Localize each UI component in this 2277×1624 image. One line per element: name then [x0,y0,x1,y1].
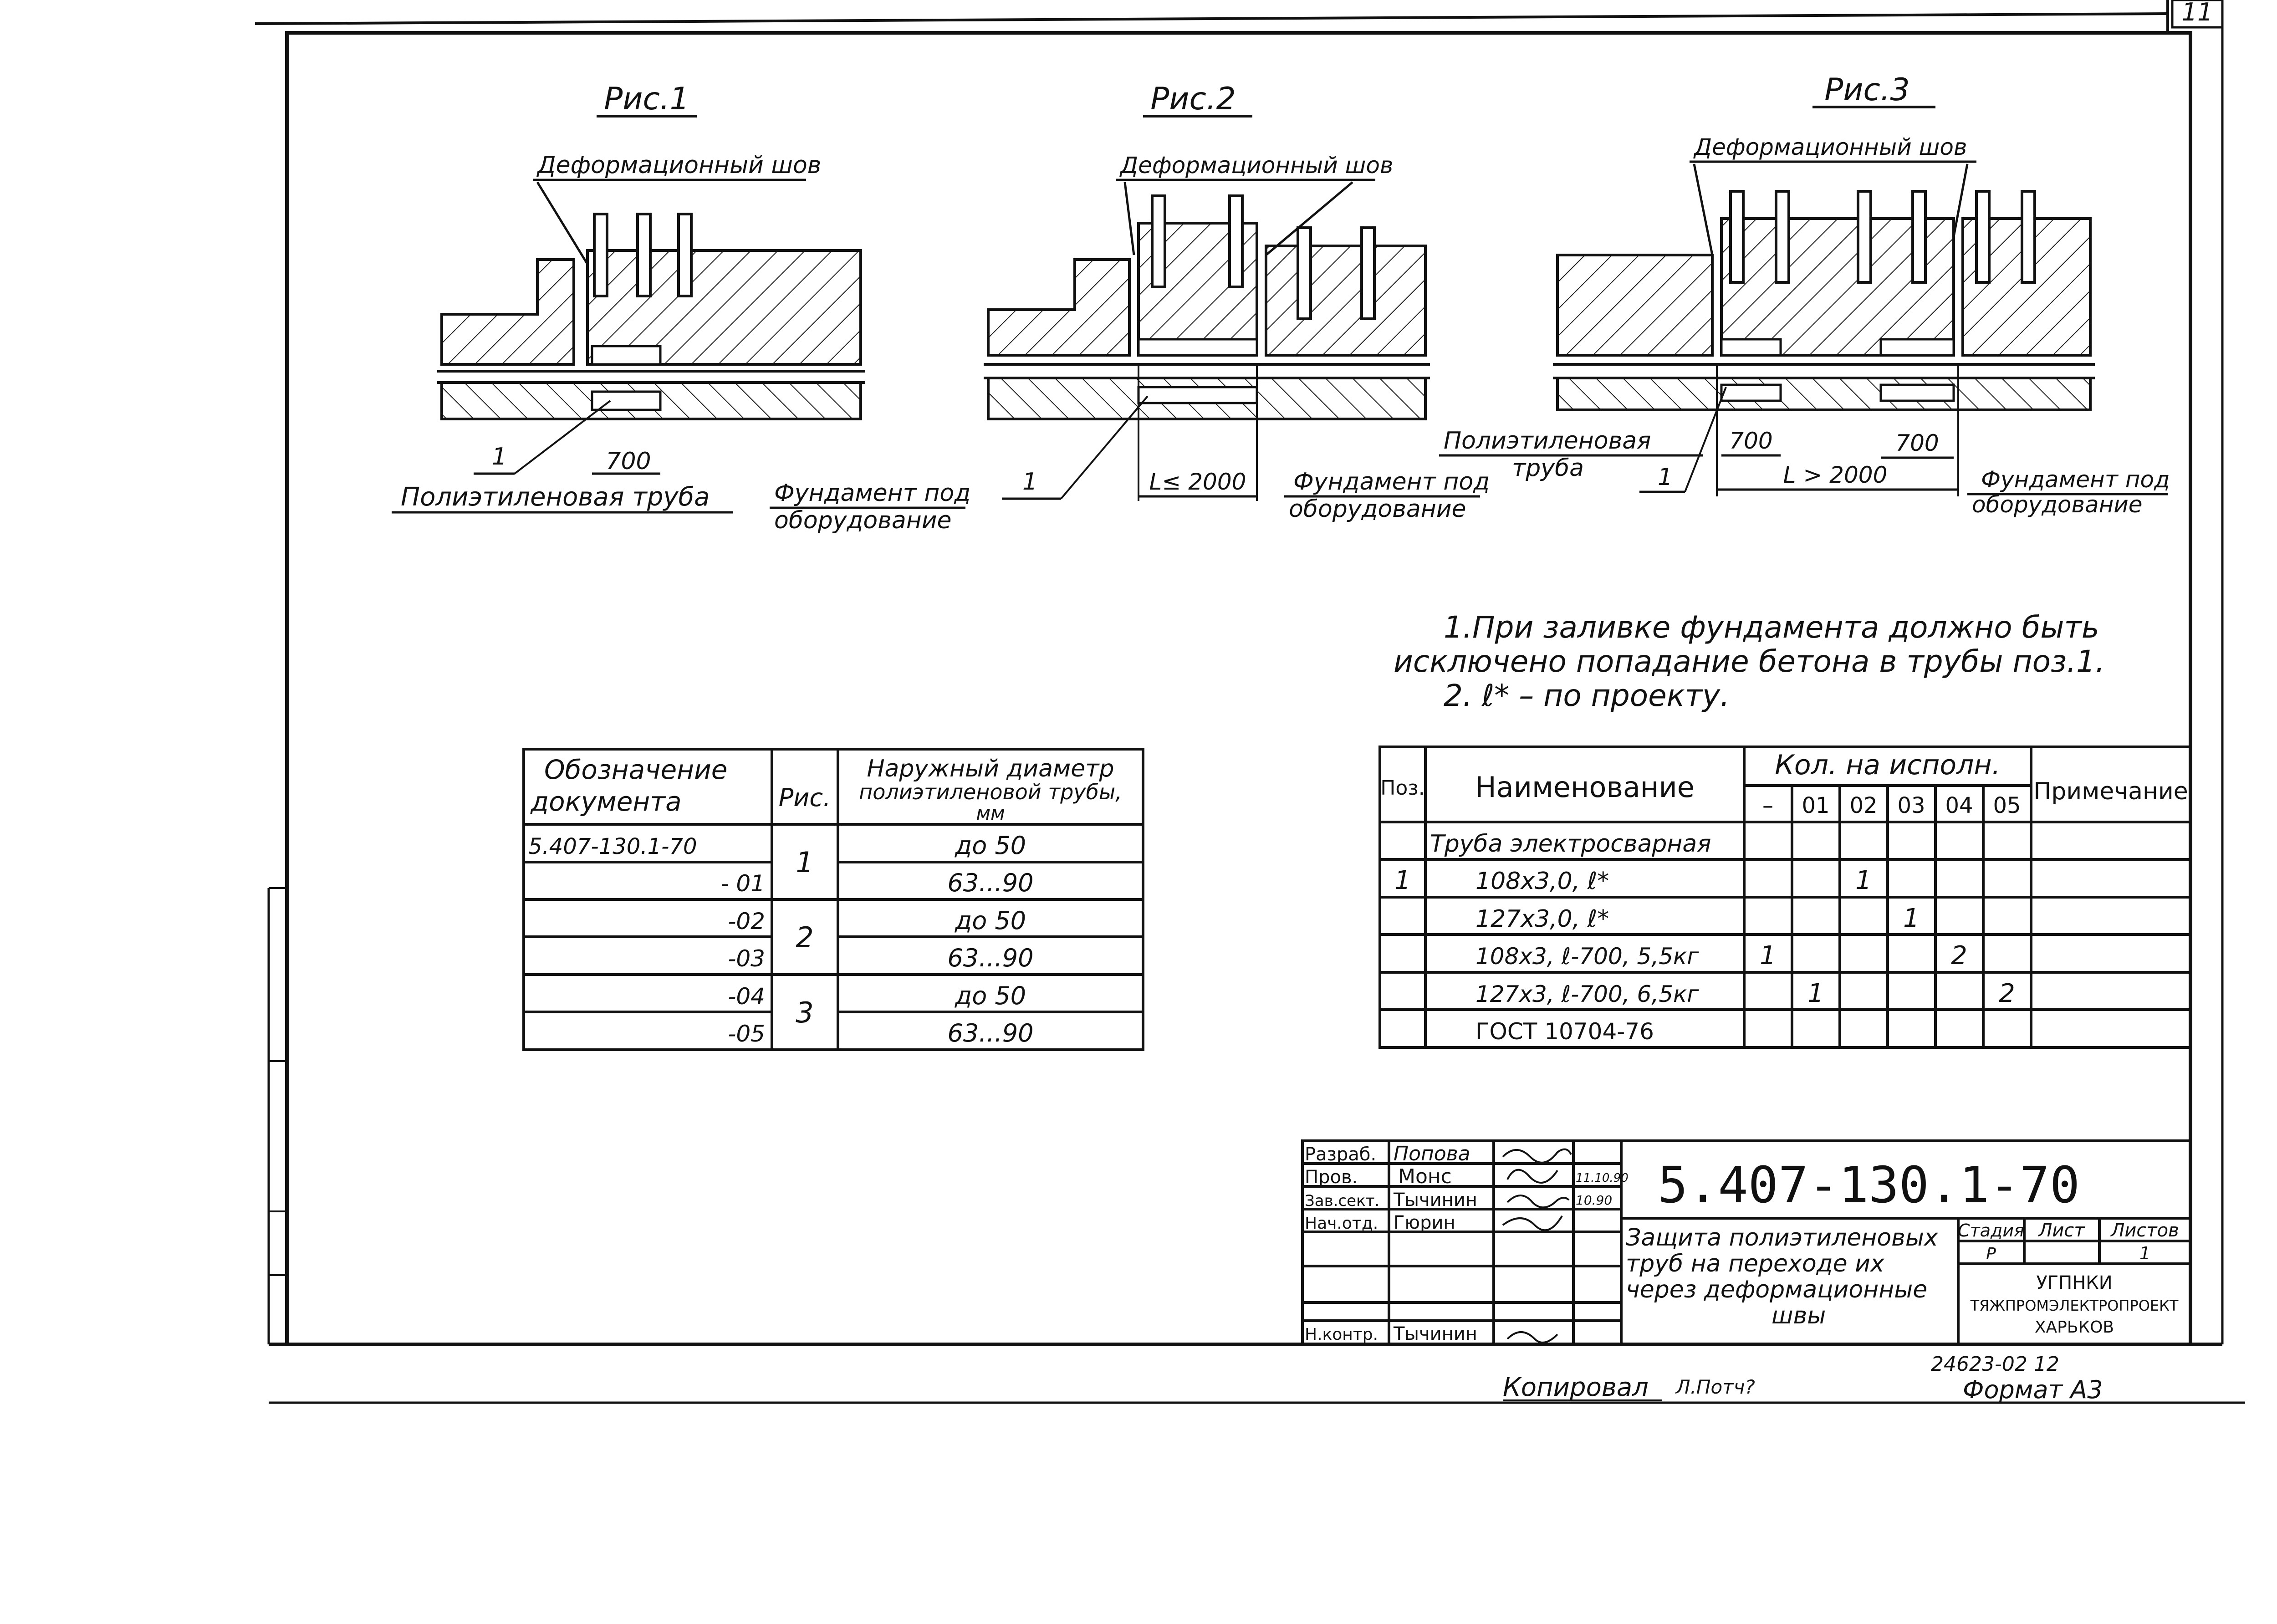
tb-stage: Р [1986,1245,1996,1263]
tb-role: Нач.отд. [1305,1214,1378,1233]
tb-name: Тычинин [1394,1323,1477,1344]
tb-date: 10.90 [1576,1193,1613,1208]
doc-table-cell-fig: 2 [796,921,814,954]
doc-table-cell-diam: до 50 [955,906,1026,935]
doc-table-cell-doc: -04 [728,983,765,1010]
tb-name: Монс [1398,1165,1452,1188]
footer [1503,1373,2103,1404]
spec-header-variant: 01 [1802,793,1830,818]
footer-format: Формат А3 [1963,1375,2103,1404]
sheet-number: 11 [2181,0,2213,26]
figure-2-seam-label: Деформационный шов [1120,152,1394,179]
figure-3-foundation-label-1: Фундамент под [1981,466,2170,493]
figure-2-foundation-label-1: Фундамент под [1293,468,1490,495]
figure-1-foundation-label-2: оборудование [774,507,952,534]
spec-header-variant: – [1762,793,1773,818]
doc-table-header-doc-1: Обозначение [544,754,728,785]
spec-header-note: Примечание [2033,778,2188,805]
doc-table-cell-doc: - 01 [720,870,765,897]
tb-sheets-label: Листов [2111,1220,2179,1241]
figure-2-foundation-label-2: оборудование [1289,495,1466,523]
doc-table-header-fig: Рис. [778,783,831,812]
tb-org-line: ТЯЖПРОМЭЛЕКТРОПРОЕКТ [1970,1297,2179,1314]
figure-3-dimension-total: L > 2000 [1783,462,1888,488]
note-line-1: 1.При заливке фундамента должно быть [1444,610,2099,645]
spec-cell-name: 108х3, ℓ-700, 5,5кг [1475,943,1699,970]
tb-stage-label: Стадия [1958,1221,2024,1241]
tb-role: Н.контр. [1305,1325,1378,1344]
doc-table-cell-diam: до 50 [955,981,1026,1010]
spec-header-qty: Кол. на исполн. [1775,749,2001,781]
doc-table-header-diam-3: мм [976,802,1005,824]
tb-title-line: швы [1772,1302,1826,1329]
footer-copied: Копировал [1503,1373,1649,1402]
note-line-2: исключено попадание бетона в трубы поз.1. [1394,644,2105,679]
signatures [1503,1149,1571,1343]
tb-title-line: труб на переходе их [1626,1250,1884,1277]
figure-1-seam-label: Деформационный шов [537,152,822,179]
figure-1-dimension: 700 [606,448,651,475]
tb-doc-code: 5.407-130.1-70 [1658,1156,2080,1214]
tb-name: Попова [1394,1142,1470,1165]
footer-copier-sign: Л.Потч? [1676,1376,1755,1398]
figure-1-pipe-label: Полиэтиленовая труба [401,482,710,512]
figure-2 [984,81,1490,523]
spec-header-variant: 05 [1993,793,2021,818]
figure-2-dimension: L≤ 2000 [1149,469,1246,495]
tb-name: Гюрин [1394,1212,1455,1233]
tb-role: Пров. [1305,1167,1358,1188]
doc-table-cell-diam: до 50 [955,831,1026,860]
spec-cell-qty: 2 [1999,979,2015,1008]
figure-3 [1439,72,2170,518]
tb-role: Зав.сект. [1305,1192,1380,1210]
doc-table-header-diam-1: Наружный диаметр [867,755,1114,782]
spec-cell-qty: 1 [1903,904,1920,933]
spec-header-name: Наименование [1475,771,1695,804]
figure-2-title: Рис.2 [1150,81,1236,117]
doc-table-cell-doc: 5.407-130.1-70 [528,834,697,859]
spec-cell-name: 127х3,0, ℓ* [1475,905,1609,933]
spec-cell-qty: 1 [1855,866,1872,895]
tb-inventory: 24623-02 12 [1931,1353,2059,1376]
doc-table-cell-doc: -02 [728,908,765,935]
doc-table-header-doc-2: документа [531,786,682,817]
tb-sheets: 1 [2139,1243,2151,1263]
figure-1-position-mark: 1 [492,443,507,470]
doc-table [524,749,1143,1050]
spec-header-pos: Поз. [1380,776,1425,800]
tb-role: Разраб. [1305,1144,1377,1165]
doc-table-cell-diam: 63...90 [947,868,1034,897]
figure-3-dimension-a: 700 [1729,428,1773,454]
spec-header-variant: 03 [1897,793,1925,818]
notes [1394,610,2105,713]
figure-3-title: Рис.3 [1824,72,1910,108]
spec-cell-qty: 2 [1951,941,1967,970]
note-line-3: 2. ℓ* – по проекту. [1444,678,1730,713]
spec-header-variant: 04 [1945,793,1973,818]
figure-1 [392,81,970,534]
spec-cell-name: Труба электросварная [1430,830,1711,858]
spec-header-variant: 02 [1849,793,1878,818]
doc-table-cell-doc: -05 [728,1021,765,1047]
spec-cell-qty: 1 [1760,941,1776,970]
tb-date: 11.10.90 [1576,1171,1629,1185]
spec-cell-name: 108х3,0, ℓ* [1475,868,1609,895]
spec-table [1380,747,2190,1047]
figure-1-title: Рис.1 [604,81,689,117]
tb-org-line: УГПНКИ [2036,1272,2113,1293]
spec-cell-pos: 1 [1394,866,1411,895]
title-block [1302,1141,2190,1376]
spec-cell-qty: 1 [1807,979,1824,1008]
tb-org-line: ХАРЬКОВ [2034,1318,2114,1337]
doc-table-cell-diam: 63...90 [947,1019,1034,1047]
figure-1-foundation-label-1: Фундамент под [774,480,971,507]
spec-cell-name: 127х3, ℓ-700, 6,5кг [1475,981,1699,1007]
tb-sheet-label: Лист [2038,1220,2085,1241]
doc-table-cell-fig: 3 [796,996,814,1029]
figure-3-dimension-b: 700 [1895,430,1939,456]
spec-cell-name: ГОСТ 10704-76 [1475,1018,1654,1045]
doc-table-cell-doc: -03 [728,945,765,972]
figure-3-position-mark: 1 [1658,464,1673,491]
doc-table-cell-fig: 1 [796,846,814,879]
tb-name: Тычинин [1394,1190,1477,1210]
doc-table-header-diam-2: полиэтиленовой трубы, [859,780,1122,804]
figure-3-seam-label: Деформационный шов [1694,134,1967,160]
figure-3-pipe-label-2: труба [1512,455,1584,482]
tb-title-line: Защита полиэтиленовых [1626,1224,1938,1251]
doc-table-cell-diam: 63...90 [947,944,1034,972]
figure-2-position-mark: 1 [1022,468,1038,495]
figure-3-foundation-label-2: оборудование [1972,491,2143,518]
figure-3-pipe-label-1: Полиэтиленовая [1444,427,1651,455]
tb-title-line: через деформационные [1626,1276,1928,1303]
